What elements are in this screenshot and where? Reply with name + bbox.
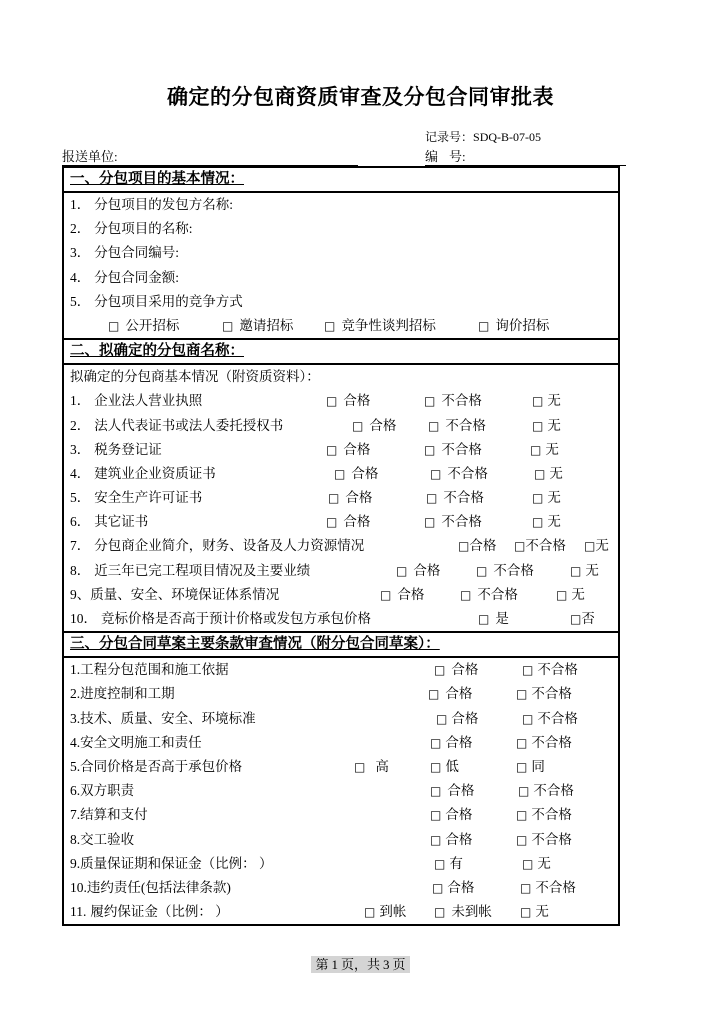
option-label: 合格 [343,441,371,457]
item-label: 分包合同金额: [94,269,180,285]
option-label: 合格 [343,514,371,530]
section-2-item-8 [64,559,618,583]
section-3-item-11 [64,900,618,924]
item-label: 结算和支付 [80,807,148,823]
item-label: 进度控制和工期 [80,686,175,702]
section-1-bid-options-row [64,314,618,338]
serial-number-field[interactable] [425,148,626,166]
option-label: 不合格 [441,393,482,409]
option-label: 不合格 [441,514,482,530]
checkbox-icon[interactable]: □ [428,418,440,433]
section-3-item-10 [64,876,618,900]
item-label: 分包项目的名称: [94,221,193,237]
checkbox-icon[interactable]: □ [428,687,440,702]
item-label: 合同价格是否高于承包价格 [80,758,243,774]
item-label: 安全生产许可证书 [94,490,203,506]
item-label: 企业法人营业执照 [94,393,203,409]
option-label: 不合格 [443,490,484,506]
item-number: 5． [70,293,91,309]
item-label: 质量、安全、环境保证体系情况 [90,586,280,602]
option-label: 不合格 [531,686,572,702]
section-3-body [64,658,618,924]
checkbox-icon[interactable]: □ [460,587,472,602]
checkbox-option-qualified[interactable] [430,803,472,827]
option-label: 否 [581,611,595,626]
section-2-item-4 [64,462,618,486]
checkbox-option-unqualified[interactable] [516,682,572,706]
item-label: 履约保证金（比例： ） [90,904,229,920]
section-2-item-9 [64,583,618,607]
checkbox-icon[interactable]: □ [570,612,582,626]
item-number: 2. [70,686,81,702]
checkbox-option-none[interactable] [556,583,585,607]
record-number-label: 记录号： [425,130,474,144]
checkbox-icon[interactable]: □ [518,784,530,799]
option-label: 无 [535,904,549,920]
option-label: 合格 [343,393,371,409]
section-1-body [64,193,618,340]
option-label: 合格 [445,686,473,702]
checkbox-icon[interactable]: □ [520,880,532,895]
checkbox-icon[interactable]: □ [222,318,234,333]
checkbox-option-lower[interactable] [430,755,459,779]
option-label: 合格 [451,662,479,678]
option-label: 不合格 [477,586,518,602]
checkbox-icon[interactable]: □ [430,784,442,799]
item-label: 违约责任(包括法律条款) [86,879,231,895]
checkbox-option-qualified[interactable] [432,876,474,900]
item-label: 竞标价格是否高于预计价格或发包方承包价格 [101,611,371,626]
checkbox-icon[interactable]: □ [326,394,338,409]
checkbox-option-no[interactable] [570,607,595,631]
item-number: 10. [70,879,87,895]
item-number: 9. [70,855,81,871]
option-label: 无 [595,538,609,554]
checkbox-icon[interactable]: □ [516,735,528,750]
checkbox-icon[interactable]: □ [434,905,446,920]
option-label: 低 [445,758,459,774]
checkbox-icon[interactable]: □ [458,539,470,554]
section-2-item-7 [64,534,618,558]
checkbox-icon[interactable]: □ [430,759,442,774]
checkbox-option-none[interactable] [520,900,549,924]
option-label: 竞争性谈判招标 [341,317,436,333]
checkbox-option-higher[interactable] [354,755,389,779]
checkbox-option-received[interactable] [364,900,406,924]
checkbox-option-unqualified[interactable] [520,876,576,900]
checkbox-option-unqualified[interactable] [516,828,572,852]
option-label: 无 [547,514,561,530]
section-2-item-5 [64,486,618,510]
option-label: 合格 [445,734,473,750]
item-label: 近三年已完工程项目情况及主要业绩 [94,562,311,578]
section-3-item-2 [64,682,618,706]
option-label: 不合格 [535,879,576,895]
checkbox-icon[interactable]: □ [424,515,436,530]
checkbox-icon[interactable]: □ [396,563,408,578]
option-label: 合格 [369,417,397,433]
section-3-item-8 [64,828,618,852]
checkbox-option-has[interactable] [434,852,463,876]
section-2-item-1 [64,389,618,413]
item-number: 1． [70,393,91,409]
serial-number-label-a: 编 [425,149,439,164]
option-label: 询价招标 [495,317,550,333]
submit-unit-label: 报送单位: [62,149,118,164]
checkbox-option-unqualified[interactable] [514,534,566,558]
section-1-item-4 [64,266,618,290]
page-title: 确定的分包商资质审查及分包合同审批表 [167,85,554,109]
section-3-item-6 [64,779,618,803]
option-label: 无 [545,441,559,457]
checkbox-option-public-bidding[interactable] [108,314,179,338]
item-number: 4． [70,465,91,481]
section-1-item-2 [64,217,618,241]
item-label: 双方职责 [80,783,135,799]
section-2-item-3 [64,438,618,462]
item-label: 其它证书 [94,514,149,530]
checkbox-icon[interactable]: □ [434,856,446,871]
checkbox-option-unqualified[interactable] [428,414,486,438]
checkbox-icon[interactable]: □ [534,466,546,481]
item-label: 质量保证期和保证金（比例： ） [80,855,273,871]
option-label: 不合格 [525,538,566,554]
checkbox-option-qualified[interactable] [326,438,370,462]
option-label: 不合格 [445,417,486,433]
option-label: 合格 [447,783,475,799]
option-label: 未到帐 [451,904,492,920]
option-label: 无 [547,393,561,409]
checkbox-icon[interactable]: □ [516,687,528,702]
option-label: 合格 [345,490,373,506]
checkbox-icon[interactable]: □ [364,905,376,920]
checkbox-option-yes[interactable] [478,607,509,631]
option-label: 合格 [445,831,473,847]
checkbox-icon[interactable]: □ [434,663,446,678]
section-1-item-5 [64,290,618,314]
footer-total-pages: 3 [383,957,390,972]
option-label: 同 [531,758,545,774]
option-label: 无 [571,586,585,602]
page-number-text [311,956,409,973]
item-label: 交工验收 [80,831,135,847]
checkbox-icon[interactable]: □ [326,515,338,530]
checkbox-option-price-inquiry[interactable] [478,314,549,338]
section-3-item-5 [64,755,618,779]
item-label: 工程分包范围和施工依据 [80,662,229,678]
meta-row [62,148,620,166]
checkbox-icon[interactable]: □ [476,563,488,578]
section-2-item-2 [64,414,618,438]
item-label: 分包合同编号: [94,245,180,261]
checkbox-option-same[interactable] [516,755,545,779]
checkbox-option-qualified[interactable] [396,559,440,583]
item-number: 1. [70,662,81,678]
section-1-item-3 [64,241,618,265]
item-number: 6． [70,514,91,530]
option-label: 合格 [469,538,497,554]
section-3-heading-text: 三、分包合同草案主要条款审查情况（附分包合同草案）： [70,636,440,653]
item-number: 7. [70,807,81,823]
item-label: 分包项目采用的竞争方式 [94,293,243,309]
checkbox-icon[interactable]: □ [522,711,534,726]
checkbox-option-unqualified[interactable] [522,707,578,731]
checkbox-icon[interactable]: □ [532,418,544,433]
item-number: 4. [70,734,81,750]
checkbox-icon[interactable]: □ [516,832,528,847]
checkbox-icon[interactable]: □ [556,587,568,602]
submit-unit-field[interactable] [62,148,358,166]
checkbox-icon[interactable]: □ [514,539,526,554]
item-number: 11. [70,904,87,920]
option-label: 无 [585,562,599,578]
option-label: 有 [449,855,463,871]
checkbox-icon[interactable]: □ [424,394,436,409]
checkbox-option-qualified[interactable] [436,707,478,731]
checkbox-option-qualified[interactable] [430,731,472,755]
checkbox-option-unqualified[interactable] [516,731,572,755]
checkbox-icon[interactable]: □ [520,905,532,920]
checkbox-option-qualified[interactable] [328,486,372,510]
checkbox-icon[interactable]: □ [352,418,364,433]
item-number: 5． [70,490,91,506]
option-label: 不合格 [531,734,572,750]
option-label: 合格 [447,879,475,895]
option-label: 合格 [397,586,425,602]
checkbox-option-qualified[interactable] [352,414,396,438]
form-table [62,166,620,926]
checkbox-option-none[interactable] [584,534,609,558]
section-2-heading [64,340,618,365]
checkbox-icon[interactable]: □ [328,491,340,506]
section-3-item-7 [64,803,618,827]
option-label: 无 [547,417,561,433]
footer-suffix: 页 [392,957,406,972]
checkbox-option-qualified[interactable] [430,828,472,852]
item-label: 分包项目的发包方名称: [94,197,234,212]
checkbox-option-qualified[interactable] [430,779,474,803]
footer-prefix: 第 [315,957,329,972]
item-label: 安全文明施工和责任 [80,734,202,750]
checkbox-icon[interactable]: □ [516,808,528,823]
checkbox-icon[interactable]: □ [478,318,490,333]
checkbox-icon[interactable]: □ [334,466,346,481]
checkbox-option-unqualified[interactable] [522,658,578,682]
serial-number-label-b: 号: [449,149,466,164]
checkbox-icon[interactable]: □ [108,318,120,333]
checkbox-option-not-received[interactable] [434,900,492,924]
checkbox-icon[interactable]: □ [532,491,544,506]
option-label: 公开招标 [125,317,180,333]
option-label: 不合格 [537,662,578,678]
checkbox-icon[interactable]: □ [478,612,490,626]
item-label: 分包商企业简介，财务、设备及人力资源情况 [94,538,365,554]
option-label: 不合格 [531,807,572,823]
section-2-intro-text: 拟确定的分包商基本情况（附资质资料）： [70,369,320,385]
checkbox-icon[interactable]: □ [326,442,338,457]
section-3-item-4 [64,731,618,755]
checkbox-option-competitive-negotiation[interactable] [324,314,436,338]
option-label: 到帐 [379,904,407,920]
option-label: 合格 [413,562,441,578]
checkbox-option-unqualified[interactable] [424,438,482,462]
section-1-heading-text: 一、分包项目的基本情况： [70,171,244,187]
checkbox-option-unqualified[interactable] [518,779,574,803]
item-label: 技术、质量、安全、环境标准 [80,710,256,726]
footer-middle: 页，共 [340,957,380,972]
checkbox-icon[interactable]: □ [324,318,336,333]
checkbox-option-unqualified[interactable] [476,559,534,583]
checkbox-option-none[interactable] [532,486,561,510]
option-label: 合格 [451,710,479,726]
checkbox-icon[interactable]: □ [430,466,442,481]
checkbox-icon[interactable]: □ [584,539,596,554]
checkbox-option-none[interactable] [570,559,599,583]
checkbox-option-qualified[interactable] [428,682,472,706]
option-label: 无 [537,855,551,871]
checkbox-option-unqualified[interactable] [424,510,482,534]
checkbox-icon[interactable]: □ [522,663,534,678]
checkbox-icon[interactable]: □ [430,808,442,823]
section-3-heading [64,633,618,658]
section-3-item-9 [64,852,618,876]
item-number: 2． [70,221,91,237]
item-number: 8. [70,831,81,847]
option-label: 合格 [445,807,473,823]
checkbox-icon[interactable]: □ [436,711,448,726]
section-2-item-6 [64,510,618,534]
checkbox-option-qualified[interactable] [458,534,496,558]
item-number: 7． [70,538,91,554]
item-number: 3． [70,441,91,457]
section-3-item-3 [64,707,618,731]
option-label: 无 [549,465,563,481]
option-label: 高 [375,758,389,774]
section-2-item-10 [64,607,618,631]
checkbox-icon[interactable]: □ [530,442,542,457]
option-label: 无 [547,490,561,506]
checkbox-option-none[interactable] [530,438,559,462]
page-footer [0,955,721,975]
checkbox-icon[interactable]: □ [570,563,582,578]
option-label: 不合格 [447,465,488,481]
checkbox-icon[interactable]: □ [532,515,544,530]
checkbox-option-unqualified[interactable] [426,486,484,510]
section-1-heading [64,168,618,193]
checkbox-icon[interactable]: □ [430,735,442,750]
record-number-value: SDQ-B-07-05 [473,130,542,144]
item-number: 4． [70,269,91,285]
checkbox-option-none[interactable] [532,414,561,438]
item-number: 2． [70,417,91,433]
checkbox-icon[interactable]: □ [426,491,438,506]
section-3-item-1 [64,658,618,682]
item-number: 9、 [70,586,91,602]
checkbox-option-none[interactable] [534,462,563,486]
checkbox-option-qualified[interactable] [434,658,478,682]
checkbox-icon[interactable]: □ [522,856,534,871]
option-label: 邀请招标 [239,317,294,333]
item-label: 建筑业企业资质证书 [94,465,216,481]
section-1-item-1 [64,193,618,217]
footer-current-page: 1 [331,957,338,972]
checkbox-option-none[interactable] [532,389,561,413]
item-label: 法人代表证书或法人委托授权书 [94,417,284,433]
checkbox-option-none[interactable] [532,510,561,534]
checkbox-icon[interactable]: □ [380,587,392,602]
section-2-body [64,365,618,633]
checkbox-option-unqualified[interactable] [424,389,482,413]
item-number: 6. [70,783,81,799]
section-2-intro [64,365,618,389]
item-number: 1． [70,197,91,212]
option-label: 合格 [351,465,379,481]
checkbox-option-qualified[interactable] [326,389,370,413]
section-2-heading-text: 二、拟确定的分包商名称： [70,343,244,360]
option-label: 不合格 [441,441,482,457]
checkbox-icon[interactable]: □ [430,832,442,847]
checkbox-option-unqualified[interactable] [516,803,572,827]
item-number: 3. [70,710,81,726]
checkbox-option-unqualified[interactable] [430,462,488,486]
checkbox-icon[interactable]: □ [516,759,528,774]
checkbox-icon[interactable]: □ [432,880,444,895]
item-number: 3． [70,245,91,261]
option-label: 不合格 [533,783,574,799]
checkbox-icon[interactable]: □ [532,394,544,409]
item-number: 8． [70,562,91,578]
checkbox-option-qualified[interactable] [334,462,378,486]
checkbox-option-qualified[interactable] [380,583,424,607]
checkbox-icon[interactable]: □ [424,442,436,457]
item-number: 5. [70,758,81,774]
option-label: 不合格 [531,831,572,847]
record-number [425,129,541,145]
item-label: 税务登记证 [94,441,162,457]
option-label: 不合格 [493,562,534,578]
item-number: 10． [70,611,97,626]
checkbox-option-none[interactable] [522,852,551,876]
checkbox-option-unqualified[interactable] [460,583,518,607]
option-label: 不合格 [537,710,578,726]
checkbox-option-invited-bidding[interactable] [222,314,293,338]
checkbox-option-qualified[interactable] [326,510,370,534]
checkbox-icon[interactable]: □ [354,759,366,774]
option-label: 是 [495,611,509,626]
